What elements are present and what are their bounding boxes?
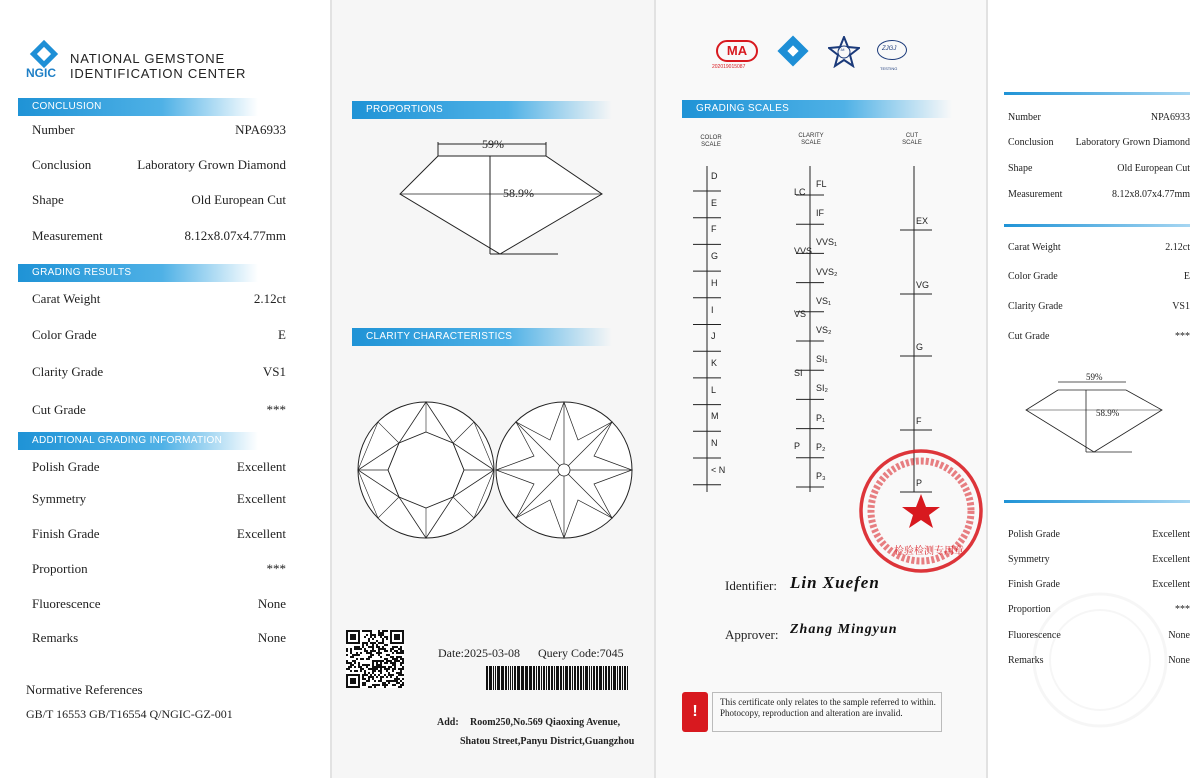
additional-item-row	[32, 526, 286, 542]
results-item-row	[32, 364, 286, 380]
normative-title: Normative References	[26, 682, 143, 697]
summary-item-label: Number	[1008, 112, 1041, 123]
additional-item-label: Remarks	[32, 630, 79, 645]
summary-item-value: 2.12ct	[1165, 242, 1190, 253]
summary-divider	[1004, 500, 1190, 503]
diamond-profile	[400, 156, 602, 254]
summary-item-value: Laboratory Grown Diamond	[1075, 137, 1190, 148]
clarity-plot-crown	[356, 400, 496, 540]
additional-item-value: Excellent	[236, 491, 286, 506]
summary-item-label: Measurement	[1008, 189, 1063, 200]
barcode	[486, 666, 630, 690]
color-grade-label: H	[711, 277, 718, 288]
additional-item-label: Symmetry	[32, 491, 87, 506]
clarity-group-label: VS	[794, 309, 807, 319]
cut-grade-label: F	[916, 416, 922, 426]
color-grade-label: J	[711, 331, 716, 342]
clarity-grade-label: VVS₂	[816, 266, 838, 277]
color-grade-label: L	[711, 384, 717, 395]
summary-item-value: None	[1168, 630, 1190, 641]
additional-item-value: None	[257, 630, 286, 645]
additional-item-row	[32, 630, 286, 646]
color-grade-label: N	[711, 438, 718, 448]
query-code: Query Code:7045	[538, 646, 624, 660]
summary-item-row	[1008, 529, 1190, 540]
clarity-grade-label: P₁	[816, 412, 826, 423]
section-grading-scales: GRADING SCALES	[682, 100, 952, 118]
summary-item-value: ***	[1175, 331, 1190, 342]
summary-item-row	[1008, 331, 1190, 342]
summary-item-label: Clarity Grade	[1008, 301, 1063, 312]
testing-text: TESTING	[880, 66, 898, 71]
cma-badge: MA	[716, 40, 758, 62]
results-item-row	[32, 327, 286, 343]
cut-scale-title: CUT SCALE	[902, 133, 922, 146]
summary-item-row	[1008, 301, 1190, 312]
clarity-grade-label: IF	[816, 208, 824, 219]
depth-percentage: 58.9%	[503, 186, 534, 200]
summary-item-row	[1008, 579, 1190, 590]
clarity-grade-label: VVS₁	[816, 237, 838, 248]
summary-item-row	[1008, 163, 1190, 174]
summary-item-label: Conclusion	[1008, 137, 1054, 148]
results-item-value: VS1	[262, 364, 286, 379]
results-item-value: E	[278, 327, 286, 342]
summary-divider	[1004, 224, 1190, 227]
summary-item-value: 8.12x8.07x4.77mm	[1111, 189, 1190, 200]
results-item-label: Carat Weight	[32, 291, 101, 306]
additional-item-value: ***	[266, 561, 286, 576]
disclaimer-notice: This certificate only relates to the sample referred to within. Photocopy, reproduction and alteration are invalid.	[720, 697, 936, 718]
additional-item-label: Proportion	[32, 561, 88, 576]
color-grade-label: M	[711, 411, 719, 422]
color-grade-label: E	[711, 197, 718, 208]
conclusion-item-value: Old European Cut	[191, 192, 286, 207]
clarity-group-label: P	[794, 441, 801, 451]
cma-number: 202019015087	[712, 64, 746, 70]
summary-item-label: Remarks	[1008, 655, 1044, 666]
additional-item-label: Finish Grade	[32, 526, 100, 541]
summary-item-row	[1008, 242, 1190, 253]
fm-text: F.M	[838, 47, 845, 52]
summary-divider	[1004, 92, 1190, 95]
summary-item-label: Fluorescence	[1008, 630, 1061, 641]
results-item-value: ***	[266, 402, 286, 417]
qr-code[interactable]	[346, 630, 404, 688]
summary-item-row	[1008, 137, 1190, 148]
clarity-grade-label: VS₁	[816, 295, 832, 306]
clarity-grade-label: FL	[816, 179, 827, 189]
conclusion-item-row	[32, 157, 286, 173]
summary-item-value: Excellent	[1152, 579, 1190, 590]
results-item-label: Cut Grade	[32, 402, 86, 417]
additional-item-value: None	[257, 596, 286, 611]
additional-item-row	[32, 596, 286, 612]
summary-item-value: Excellent	[1152, 554, 1190, 565]
approver-label: Approver:	[725, 627, 779, 642]
additional-item-label: Polish Grade	[32, 459, 100, 474]
results-item-label: Color Grade	[32, 327, 97, 342]
summary-item-label: Finish Grade	[1008, 579, 1060, 590]
conclusion-item-label: Measurement	[32, 228, 103, 243]
clarity-grade-label: VS₂	[816, 325, 832, 335]
conclusion-item-row	[32, 192, 286, 208]
summary-depth-percentage: 58.9%	[1096, 408, 1120, 418]
additional-item-row	[32, 561, 286, 577]
brand-line-1: NATIONAL GEMSTONE	[70, 51, 225, 66]
summary-item-value: Old European Cut	[1117, 163, 1190, 174]
summary-item-value: E	[1183, 271, 1190, 282]
section-conclusion: CONCLUSION	[18, 98, 258, 116]
summary-item-row	[1008, 112, 1190, 123]
results-item-row	[32, 291, 286, 307]
additional-item-value: Excellent	[236, 526, 286, 541]
seal-star-icon	[902, 494, 940, 528]
color-grade-label: F	[711, 224, 717, 235]
summary-item-value: VS1	[1172, 301, 1190, 312]
conclusion-item-row	[32, 228, 286, 244]
conclusion-item-value: 8.12x8.07x4.77mm	[184, 228, 286, 243]
brand-abbr: NGIC	[26, 66, 56, 80]
normative-refs: GB/T 16553 GB/T16554 Q/NGIC-GZ-001	[26, 707, 233, 721]
summary-item-value: Excellent	[1152, 529, 1190, 540]
results-item-row	[32, 402, 286, 418]
color-grade-label: I	[711, 304, 714, 315]
seal-text: 检验检测专用章	[894, 546, 964, 557]
conclusion-item-label: Conclusion	[32, 157, 92, 172]
section-proportions: PROPORTIONS	[352, 101, 612, 119]
summary-item-label: Cut Grade	[1008, 331, 1050, 342]
summary-item-label: Symmetry	[1008, 554, 1050, 565]
summary-item-label: Carat Weight	[1008, 242, 1061, 253]
address-label: Add:	[437, 717, 459, 728]
cut-grade-label: EX	[916, 216, 929, 226]
approver-signature: Zhang Mingyun	[790, 622, 898, 637]
watermark-emblem	[1030, 590, 1170, 730]
summary-item-label: Polish Grade	[1008, 529, 1060, 540]
fm-star-logo-icon	[828, 36, 860, 68]
clarity-group-label: SI	[794, 368, 803, 378]
additional-item-label: Fluorescence	[32, 596, 101, 611]
clarity-plot-pavilion	[494, 400, 634, 540]
address-line-1: Room250,No.569 Qiaoxing Avenue,	[470, 717, 621, 728]
section-additional-info: ADDITIONAL GRADING INFORMATION	[18, 432, 258, 450]
results-item-label: Clarity Grade	[32, 364, 104, 379]
clarity-group-label: VVS	[794, 246, 813, 256]
summary-item-label: Color Grade	[1008, 271, 1058, 282]
report-date: Date:2025-03-08	[438, 646, 520, 660]
summary-item-label: Proportion	[1008, 604, 1051, 615]
section-grading-results: GRADING RESULTS	[18, 264, 258, 282]
color-grade-label: K	[711, 357, 718, 368]
cut-grade-label: P	[916, 478, 923, 488]
conclusion-item-row	[32, 122, 286, 138]
section-clarity-characteristics: CLARITY CHARACTERISTICS	[352, 328, 612, 346]
report-panel-main	[0, 0, 330, 778]
summary-item-row	[1008, 189, 1190, 200]
zjgj-text: ZJGJ	[882, 46, 897, 52]
summary-item-row	[1008, 271, 1190, 282]
summary-item-label: Shape	[1008, 163, 1033, 174]
conclusion-item-value: NPA6933	[235, 122, 286, 137]
summary-table-percentage: 59%	[1086, 372, 1103, 382]
summary-item-value: None	[1168, 655, 1190, 666]
summary-item-value: NPA6933	[1150, 112, 1190, 123]
additional-item-row	[32, 491, 286, 507]
color-scale-title: COLOR SCALE	[700, 135, 722, 148]
additional-item-row	[32, 459, 286, 475]
address-line-2: Shatou Street,Panyu District,Guangzhou	[460, 736, 635, 747]
clarity-grade-label: P₂	[816, 441, 826, 452]
identifier-signature: Lin Xuefen	[790, 573, 880, 592]
conclusion-item-label: Number	[32, 122, 75, 137]
conclusion-item-value: Laboratory Grown Diamond	[137, 157, 286, 172]
clarity-grade-label: SI₁	[816, 354, 828, 365]
additional-item-value: Excellent	[236, 459, 286, 474]
identifier-label: Identifier:	[725, 578, 777, 593]
brand-line-2: IDENTIFICATION CENTER	[70, 66, 247, 81]
color-grade-label: G	[711, 251, 719, 262]
warning-icon: !	[682, 692, 708, 732]
results-item-value: 2.12ct	[253, 291, 286, 306]
summary-item-row	[1008, 554, 1190, 565]
color-grade-label: D	[711, 171, 718, 181]
table-percentage: 59%	[482, 137, 504, 151]
summary-item-value: ***	[1175, 604, 1190, 615]
cut-grade-label: VG	[916, 280, 930, 290]
clarity-group-label: LC	[794, 187, 806, 197]
conclusion-item-label: Shape	[32, 192, 64, 207]
clarity-scale-title: CLARITY SCALE	[798, 133, 824, 146]
cut-grade-label: G	[916, 342, 924, 352]
clarity-grade-label: P₃	[816, 471, 826, 481]
clarity-grade-label: SI₂	[816, 383, 828, 394]
color-grade-label: < N	[711, 464, 726, 475]
